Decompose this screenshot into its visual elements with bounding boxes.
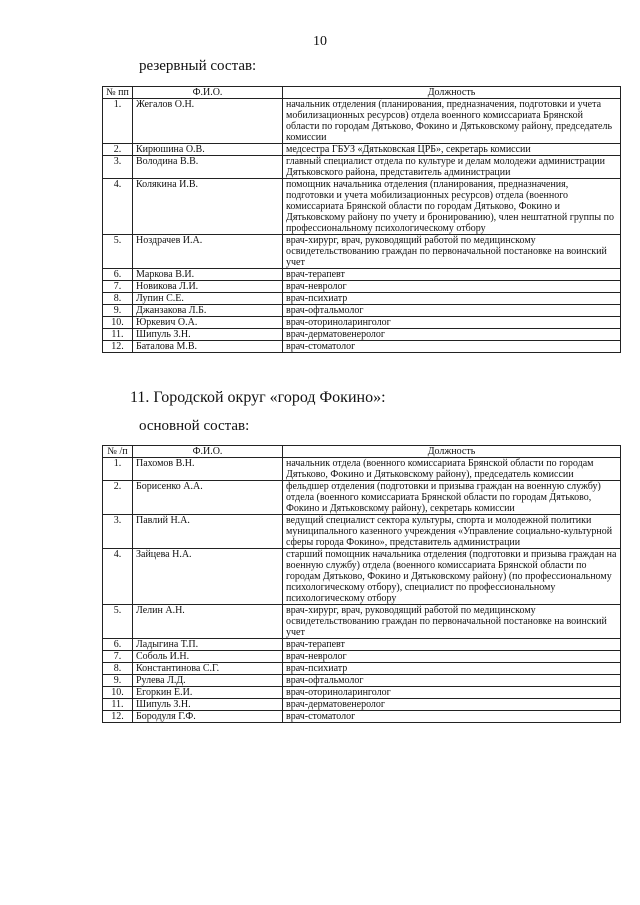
cell-number: 2. [103, 481, 133, 515]
cell-number: 11. [103, 329, 133, 341]
cell-name: Джанзакова Л.Б. [133, 305, 283, 317]
cell-name: Лелин А.Н. [133, 605, 283, 639]
cell-name: Жегалов О.Н. [133, 99, 283, 144]
column-header-name: Ф.И.О. [133, 446, 283, 458]
cell-position: врач-офтальмолог [283, 675, 621, 687]
cell-position: врач-дерматовенеролог [283, 699, 621, 711]
cell-position: фельдшер отделения (подготовки и призыва граждан на военную службу) отдела (военного комиссариата Брянской области по городам Дятьково, Фокино и Дятьковскому району), секретарь комиссии [283, 481, 621, 515]
cell-name: Бородуля Г.Ф. [133, 711, 283, 723]
cell-position: врач-офтальмолог [283, 305, 621, 317]
cell-name: Володина В.В. [133, 156, 283, 179]
table-row [103, 605, 621, 639]
cell-name: Шипуль З.Н. [133, 699, 283, 711]
cell-name: Пахомов В.Н. [133, 458, 283, 481]
table-row [103, 699, 621, 711]
cell-number: 8. [103, 663, 133, 675]
cell-number: 12. [103, 711, 133, 723]
cell-position: врач-хирург, врач, руководящий работой по медицинскому освидетельствованию граждан по первоначальной постановке на воинский учет [283, 605, 621, 639]
cell-position: врач-оториноларинголог [283, 317, 621, 329]
table-row [103, 549, 621, 605]
cell-name: Павлий Н.А. [133, 515, 283, 549]
cell-position: ведущий специалист сектора культуры, спорта и молодежной политики муниципального казенного учреждения «Управление социально-культурной сферы города Фокино», представитель администрации [283, 515, 621, 549]
table-row [103, 675, 621, 687]
cell-number: 1. [103, 99, 133, 144]
table-header-row [103, 87, 621, 99]
cell-number: 6. [103, 269, 133, 281]
column-header-position: Должность [283, 87, 621, 99]
cell-name: Шипуль З.Н. [133, 329, 283, 341]
table-row [103, 144, 621, 156]
cell-name: Ноздрачев И.А. [133, 235, 283, 269]
cell-name: Кирюшина О.В. [133, 144, 283, 156]
table-row [103, 639, 621, 651]
table-row [103, 515, 621, 549]
column-header-position: Должность [283, 446, 621, 458]
cell-position: начальник отделения (планирования, предназначения, подготовки и учета мобилизационных ресурсов) отдела военного комиссариата Брянской области по городам Дятьково, Фокино и Дятьковскому району, председатель комиссии [283, 99, 621, 144]
cell-position: врач-стоматолог [283, 711, 621, 723]
table-row [103, 317, 621, 329]
cell-name: Колякина И.В. [133, 179, 283, 235]
cell-position: старший помощник начальника отделения (подготовки и призыва граждан на военную службу) отдела (военного комиссариата Брянской области по городам Дятьково, Фокино и Дятьковскому району) (по профессиональному психологическому отбору), специалист по профессиональному психологическому отбору [283, 549, 621, 605]
cell-position: врач-оториноларинголог [283, 687, 621, 699]
cell-position: врач-хирург, врач, руководящий работой по медицинскому освидетельствованию граждан по первоначальной постановке на воинский учет [283, 235, 621, 269]
table-row [103, 179, 621, 235]
table-row [103, 687, 621, 699]
table-row [103, 458, 621, 481]
table-row [103, 711, 621, 723]
cell-number: 10. [103, 687, 133, 699]
cell-name: Рулева Л.Д. [133, 675, 283, 687]
reserve-heading: резервный состав: [139, 58, 257, 74]
cell-number: 5. [103, 605, 133, 639]
cell-number: 7. [103, 651, 133, 663]
cell-name: Константинова С.Г. [133, 663, 283, 675]
cell-number: 1. [103, 458, 133, 481]
cell-position: врач-невролог [283, 281, 621, 293]
cell-name: Ладыгина Т.П. [133, 639, 283, 651]
cell-number: 9. [103, 305, 133, 317]
cell-number: 5. [103, 235, 133, 269]
cell-number: 6. [103, 639, 133, 651]
table-row [103, 269, 621, 281]
table-row [103, 305, 621, 317]
cell-name: Новикова Л.И. [133, 281, 283, 293]
cell-number: 9. [103, 675, 133, 687]
cell-number: 8. [103, 293, 133, 305]
main-heading: основной состав: [139, 418, 250, 434]
cell-name: Лупин С.Е. [133, 293, 283, 305]
cell-position: врач-терапевт [283, 269, 621, 281]
table-header-row [103, 446, 621, 458]
column-header-number: № /п [103, 446, 133, 458]
cell-position: главный специалист отдела по культуре и делам молодежи администрации Дятьковского района, представитель администрации [283, 156, 621, 179]
cell-position: врач-дерматовенеролог [283, 329, 621, 341]
table-row [103, 99, 621, 144]
cell-position: помощник начальника отделения (планирования, предназначения, подготовки и учета мобилизационных ресурсов) отдела (военного комиссариата Брянской области по городам Дятьково, Фокино и Дятьковскому району по учету и бронированию), член нештатной группы по профессиональному психологическому отбору [283, 179, 621, 235]
cell-number: 3. [103, 515, 133, 549]
cell-number: 3. [103, 156, 133, 179]
cell-name: Баталова М.В. [133, 341, 283, 353]
cell-name: Егоркин Е.И. [133, 687, 283, 699]
cell-name: Соболь И.Н. [133, 651, 283, 663]
cell-name: Маркова В.И. [133, 269, 283, 281]
section-heading: 11. Городской округ «город Фокино»: [130, 389, 386, 406]
cell-position: медсестра ГБУЗ «Дятьковская ЦРБ», секретарь комиссии [283, 144, 621, 156]
cell-number: 4. [103, 549, 133, 605]
cell-position: врач-стоматолог [283, 341, 621, 353]
cell-number: 11. [103, 699, 133, 711]
cell-name: Борисенко А.А. [133, 481, 283, 515]
table-row [103, 341, 621, 353]
cell-position: врач-невролог [283, 651, 621, 663]
cell-position: врач-терапевт [283, 639, 621, 651]
cell-number: 7. [103, 281, 133, 293]
table-row [103, 281, 621, 293]
column-header-number: № пп [103, 87, 133, 99]
reserve-table [102, 86, 621, 353]
cell-name: Зайцева Н.А. [133, 549, 283, 605]
cell-number: 10. [103, 317, 133, 329]
cell-position: врач-психиатр [283, 663, 621, 675]
cell-position: начальник отдела (военного комиссариата Брянской области по городам Дятьково, Фокино и Дятьковскому району), председатель комиссии [283, 458, 621, 481]
table-row [103, 156, 621, 179]
table-row [103, 293, 621, 305]
main-table [102, 445, 621, 723]
cell-name: Юркевич О.А. [133, 317, 283, 329]
cell-position: врач-психиатр [283, 293, 621, 305]
cell-number: 2. [103, 144, 133, 156]
table-row [103, 651, 621, 663]
table-row [103, 481, 621, 515]
cell-number: 4. [103, 179, 133, 235]
table-row [103, 235, 621, 269]
table-row [103, 329, 621, 341]
table-row [103, 663, 621, 675]
page-number: 10 [313, 34, 327, 49]
cell-number: 12. [103, 341, 133, 353]
column-header-name: Ф.И.О. [133, 87, 283, 99]
